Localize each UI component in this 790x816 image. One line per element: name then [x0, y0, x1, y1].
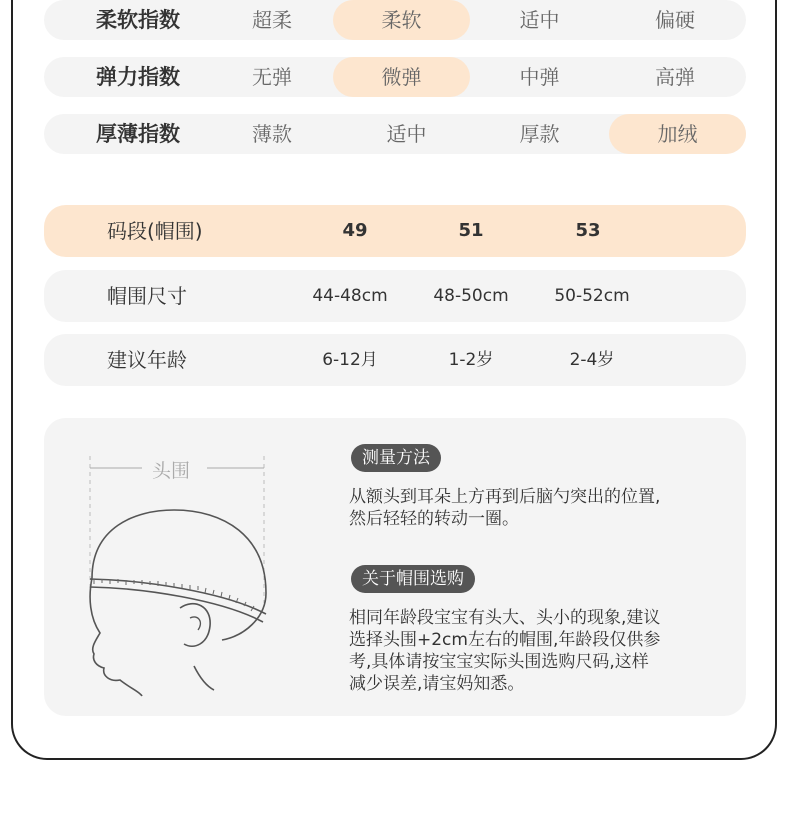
thickness-option-1: 薄款 — [252, 122, 292, 146]
measure-line: 从额头到耳朵上方再到后脑勺突出的位置, — [349, 487, 661, 507]
size-header-cell-1: 49 — [342, 220, 368, 241]
about-line: 减少误差,请宝妈知悉。 — [349, 674, 525, 694]
size-row-cell: 50-52cm — [554, 286, 630, 306]
size-row-label: 建议年龄 — [107, 348, 187, 372]
softness-option-2-selected: 柔软 — [333, 0, 470, 40]
about-line: 考,具体请按宝宝实际头围选购尺码,这样 — [349, 652, 649, 672]
measure-method-pill: 测量方法 — [351, 444, 441, 472]
about-line: 相同年龄段宝宝有头大、头小的现象,建议 — [349, 608, 661, 628]
elasticity-label: 弹力指数 — [96, 65, 180, 89]
size-header-cell-2: 51 — [458, 220, 484, 241]
thickness-option-2: 适中 — [386, 122, 427, 146]
elasticity-option-4: 高弹 — [655, 65, 695, 89]
softness-option-3: 适中 — [519, 8, 560, 32]
softness-row — [44, 0, 746, 40]
softness-label: 柔软指数 — [96, 8, 180, 32]
size-table-header — [44, 205, 746, 257]
thickness-row — [44, 114, 746, 154]
table-row — [44, 334, 746, 386]
size-row-cell: 1-2岁 — [448, 350, 494, 370]
softness-option-1: 超柔 — [252, 8, 292, 32]
size-row-cell: 44-48cm — [312, 286, 388, 306]
thickness-label: 厚薄指数 — [96, 122, 180, 146]
size-row-cell: 48-50cm — [433, 286, 509, 306]
size-selection-text — [349, 607, 729, 695]
thickness-option-4-selected: 加绒 — [609, 114, 746, 154]
softness-option-4: 偏硬 — [655, 8, 695, 32]
thickness-option-3: 厚款 — [519, 122, 560, 146]
size-row-cell: 6-12月 — [322, 350, 378, 370]
measure-method-text — [349, 486, 729, 530]
size-header-label: 码段(帽围) — [107, 219, 203, 243]
size-selection-pill: 关于帽围选购 — [351, 565, 475, 593]
head-circumference-label: 头围 — [152, 460, 191, 482]
table-row — [44, 270, 746, 322]
elasticity-row — [44, 57, 746, 97]
elasticity-option-3: 中弹 — [519, 65, 560, 89]
elasticity-option-1: 无弹 — [252, 65, 292, 89]
measure-line: 然后轻轻的转动一圈。 — [349, 509, 519, 529]
size-row-label: 帽围尺寸 — [107, 284, 187, 308]
size-header-cell-3: 53 — [575, 220, 601, 241]
about-line: 选择头围+2cm左右的帽围,年龄段仅供参 — [349, 630, 661, 650]
size-row-cell: 2-4岁 — [569, 350, 615, 370]
elasticity-option-2-selected: 微弹 — [333, 57, 470, 97]
